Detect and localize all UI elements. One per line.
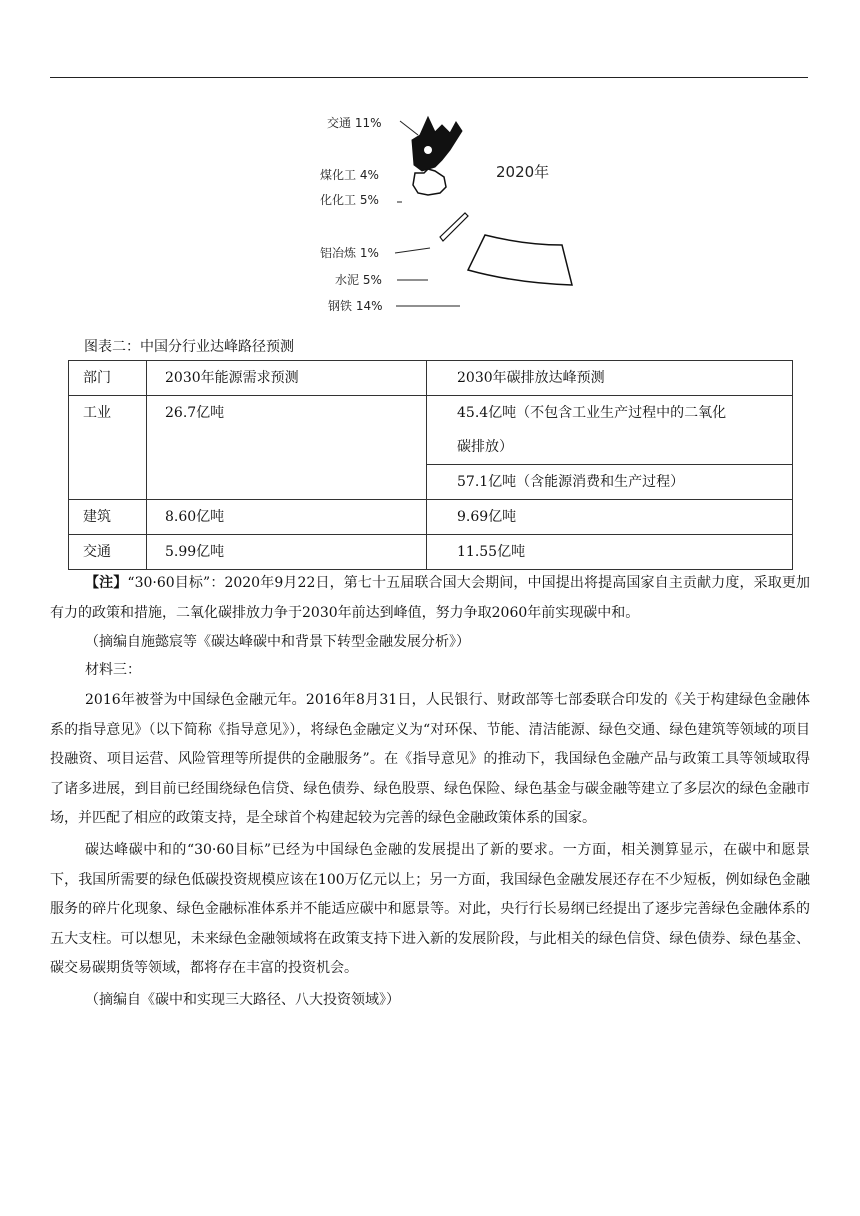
material-3-title: 材料三： bbox=[85, 662, 141, 678]
table-caption: 图表二：中国分行业达峰路径预测 bbox=[84, 339, 294, 355]
source-citation-2: （摘编自《碳中和实现三大路径、八大投资领域》） bbox=[85, 992, 400, 1008]
table-cell-emission: 11.55亿吨 bbox=[427, 535, 793, 570]
note-paragraph bbox=[50, 569, 810, 628]
table-row bbox=[69, 500, 793, 535]
pie-chart-figure bbox=[300, 95, 590, 325]
pie-chart-svg bbox=[300, 95, 590, 325]
table-row bbox=[69, 535, 793, 570]
pie-label-2: 化化工 5% bbox=[320, 193, 379, 207]
table-cell-energy: 5.99亿吨 bbox=[147, 535, 427, 570]
forecast-table bbox=[68, 360, 793, 570]
table-cell-energy: 26.7亿吨 bbox=[147, 396, 427, 500]
table-cell-sector: 工业 bbox=[69, 396, 147, 500]
pie-label-0: 交通 11% bbox=[327, 116, 382, 130]
table-header-cell: 2030年能源需求预测 bbox=[147, 361, 427, 396]
note-label: 【注】 bbox=[85, 575, 128, 591]
pie-year-label: 2020年 bbox=[496, 163, 550, 181]
pie-label-4: 水泥 5% bbox=[335, 273, 382, 287]
source-citation-1: （摘编自施懿宸等《碳达峰碳中和背景下转型金融发展分析》） bbox=[85, 634, 470, 650]
pie-slice-steel bbox=[468, 235, 572, 285]
table-header-cell: 2030年碳排放达峰预测 bbox=[427, 361, 793, 396]
pie-label-3: 铝冶炼 1% bbox=[320, 246, 379, 260]
table-cell-sector: 交通 bbox=[69, 535, 147, 570]
emission-line-2: 碳排放） bbox=[457, 439, 513, 455]
note-text: “30·60目标”：2020年9月22日，第七十五届联合国大会期间，中国提出将提高国家自主贡献力度，采取更加有力的政策和措施，二氧化碳排放力争于2030年前达到峰值，努力争取2060年前实现碳中和。 bbox=[50, 575, 810, 621]
table-cell-emission: 57.1亿吨（含能源消费和生产过程） bbox=[427, 465, 793, 500]
pie-slice-coal-chemical bbox=[413, 169, 446, 195]
pie-slice-transport bbox=[412, 117, 462, 171]
table-cell-emission: 9.69亿吨 bbox=[427, 500, 793, 535]
paragraph-2: 碳达峰碳中和的“30·60目标”已经为中国绿色金融的发展提出了新的要求。一方面，相关测算显示，在碳中和愿景下，我国所需要的绿色低碳投资规模应该在100万亿元以上；另一方面，我国绿色金融发展还存在不少短板，例如绿色金融服务的碎片化现象、绿色金融标准体系并不能适应碳中和愿景等。对此，央行行长易纲已经提出了逐步完善绿色金融体系的五大支柱。可以想见，未来绿色金融领域将在政策支持下进入新的发展阶段，与此相关的绿色信贷、绿色债券、绿色基金、碳交易碳期货等领域，都将存在丰富的投资机会。 bbox=[50, 842, 810, 976]
pie-slice-aluminum bbox=[440, 213, 468, 241]
emission-line-1: 45.4亿吨（不包含工业生产过程中的二氧化 bbox=[457, 405, 727, 421]
table-header-cell: 部门 bbox=[69, 361, 147, 396]
table-header-row bbox=[69, 361, 793, 396]
table-row bbox=[69, 396, 793, 465]
table-cell-energy: 8.60亿吨 bbox=[147, 500, 427, 535]
pie-slice-hole bbox=[424, 146, 432, 154]
table-cell-emission bbox=[427, 396, 793, 465]
header-rule bbox=[50, 77, 808, 78]
pie-label-5: 钢铁 14% bbox=[328, 299, 383, 313]
paragraph-1: 2016年被誉为中国绿色金融元年。2016年8月31日，人民银行、财政部等七部委联合印发的《关于构建绿色金融体系的指导意见》（以下简称《指导意见》），将绿色金融定义为“对环保、节能、清洁能源、绿色交通、绿色建筑等领域的项目投融资、项目运营、风险管理等所提供的金融服务”。在《指导意见》的推动下，我国绿色金融产品与政策工具等领域取得了诸多进展，到目前已经围绕绿色信贷、绿色债券、绿色股票、绿色保险、绿色基金与碳金融等建立了多层次的绿色金融市场，并匹配了相应的政策支持，是全球首个构建起较为完善的绿色金融政策体系的国家。 bbox=[50, 692, 810, 826]
table-cell-sector: 建筑 bbox=[69, 500, 147, 535]
pie-label-1: 煤化工 4% bbox=[320, 168, 379, 182]
